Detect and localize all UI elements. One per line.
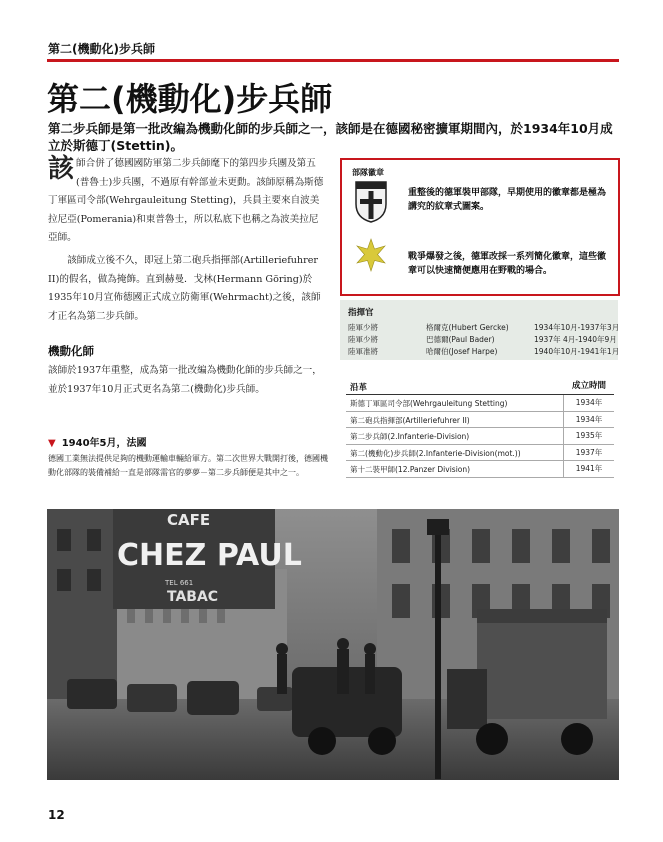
sign-cafe: CAFE — [167, 511, 211, 529]
body-paragraph-2: 該師成立後不久，即冠上第二砲兵指揮部(Artilleriefuhrer II)的假名，做為掩飾。直到赫曼．戈林(Hermann Göring)於1935年10月宣佈德國正式成立防衛軍(Wehrmacht)之後，該師才正名為第二步兵師。 — [48, 255, 321, 322]
commander-name: 巴德爾(Paul Bader) — [426, 335, 495, 344]
commander-rank: 陸軍准將 — [348, 347, 378, 356]
triangle-down-icon: ▼ — [48, 438, 56, 449]
table-row — [346, 445, 614, 462]
history-year: 1941年 — [563, 461, 614, 477]
commanders-title: 指揮官 — [348, 308, 374, 318]
history-col-year: 成立時間 — [571, 381, 606, 391]
section-subheading: 機動化師 — [48, 344, 94, 358]
commander-rank: 陸軍少將 — [348, 335, 378, 344]
page-number: 12 — [48, 808, 65, 822]
commanders-panel — [340, 300, 618, 360]
table-row — [346, 461, 614, 478]
history-table-header — [346, 378, 614, 395]
sign-tel: TEL 661 — [165, 579, 194, 587]
history-year: 1937年 — [563, 445, 614, 461]
paragraph-1-text: 師合併了德國國防軍第二步兵師麾下的第四步兵團及第五(普魯士)步兵團，不過原有幹部並未更動。該師原稱為斯德丁軍區司令部(Wehrgauleitung Stetting)，兵員主要來自波美拉尼亞(Pomerania)和東普魯士，所以私底下也稱之為波美拉尼亞師。 — [48, 158, 324, 243]
commander-row — [348, 322, 620, 334]
table-row — [346, 428, 614, 445]
lead-paragraph: 第二步兵師是第一批改編為機動化師的步兵師之一，該師是在德國秘密擴軍期間內，於1934年10月成立於斯德丁(Stettin)。 — [48, 121, 613, 153]
history-year: 1934年 — [563, 412, 614, 428]
history-name: 第二步兵師(2.Infanterie-Division) — [350, 432, 470, 441]
history-name: 第二砲兵指揮部(Artilleriefuhrer II) — [350, 415, 470, 425]
body-paragraph-3: 該師於1937年重整，成為第一批改編為機動化師的步兵師之一，並於1937年10月正式更名為第二(機動化)步兵師。 — [48, 365, 322, 395]
photo-caption-text: 德國工業無法提供足夠的機動運輸車輛給軍方。第二次世界大戰開打後，德國機動化部隊的裝備補給一直是部隊需官的夢夢－第二步兵師便是其中之一。 — [48, 454, 328, 477]
commander-name: 格爾克(Hubert Gercke) — [426, 323, 509, 332]
table-row — [346, 412, 614, 429]
commander-name: 哈爾伯(Josef Harpe) — [426, 347, 498, 356]
insignia-label: 部隊徽章 — [352, 168, 384, 177]
caption-title-text: 1940年5月，法國 — [61, 438, 147, 449]
commander-row — [348, 346, 620, 358]
history-year: 1934年 — [563, 395, 614, 411]
commander-row — [348, 334, 617, 346]
commander-rank: 陸軍少將 — [348, 323, 378, 332]
commander-period: 1937年 4月-1940年9月 — [534, 335, 617, 344]
history-year: 1935年 — [563, 428, 614, 444]
commander-period: 1940年10月-1941年1月 — [534, 347, 620, 356]
page-title: 第二(機動化)步兵師 — [47, 80, 333, 118]
drop-cap: 該 — [48, 154, 75, 184]
insignia-description-2: 戰爭爆發之後，德軍改採一系列簡化徽章，這些徽章可以快速簡便應用在野戰的場合。 — [408, 252, 607, 276]
sign-tabac: TABAC — [167, 589, 219, 605]
history-col-name: 沿革 — [350, 383, 368, 393]
running-header: 第二(機動化)步兵師 — [48, 42, 155, 56]
heraldic-shield-icon — [354, 180, 388, 224]
history-name: 斯德丁軍區司令部(Wehrgauleitung Stetting) — [350, 399, 508, 408]
body-paragraph-1 — [48, 155, 326, 248]
insignia-description-1: 重整後的德軍裝甲部隊，早期使用的徽章都是極為講究的紋章式圖案。 — [408, 188, 607, 212]
table-row — [346, 395, 614, 412]
history-table — [346, 378, 614, 478]
commander-period: 1934年10月-1937年3月 — [534, 323, 620, 332]
history-name: 第十二裝甲師(12.Panzer Division) — [350, 465, 471, 474]
sign-chez-paul: CHEZ PAUL — [117, 538, 302, 573]
star-emblem-icon — [354, 238, 388, 272]
history-name: 第二(機動化)步兵師(2.Infanterie-Division(mot.)) — [350, 448, 521, 458]
photo-caption-title — [48, 434, 147, 449]
historical-street-photo — [47, 509, 619, 780]
insignia-panel — [340, 158, 620, 296]
header-divider — [47, 59, 619, 62]
